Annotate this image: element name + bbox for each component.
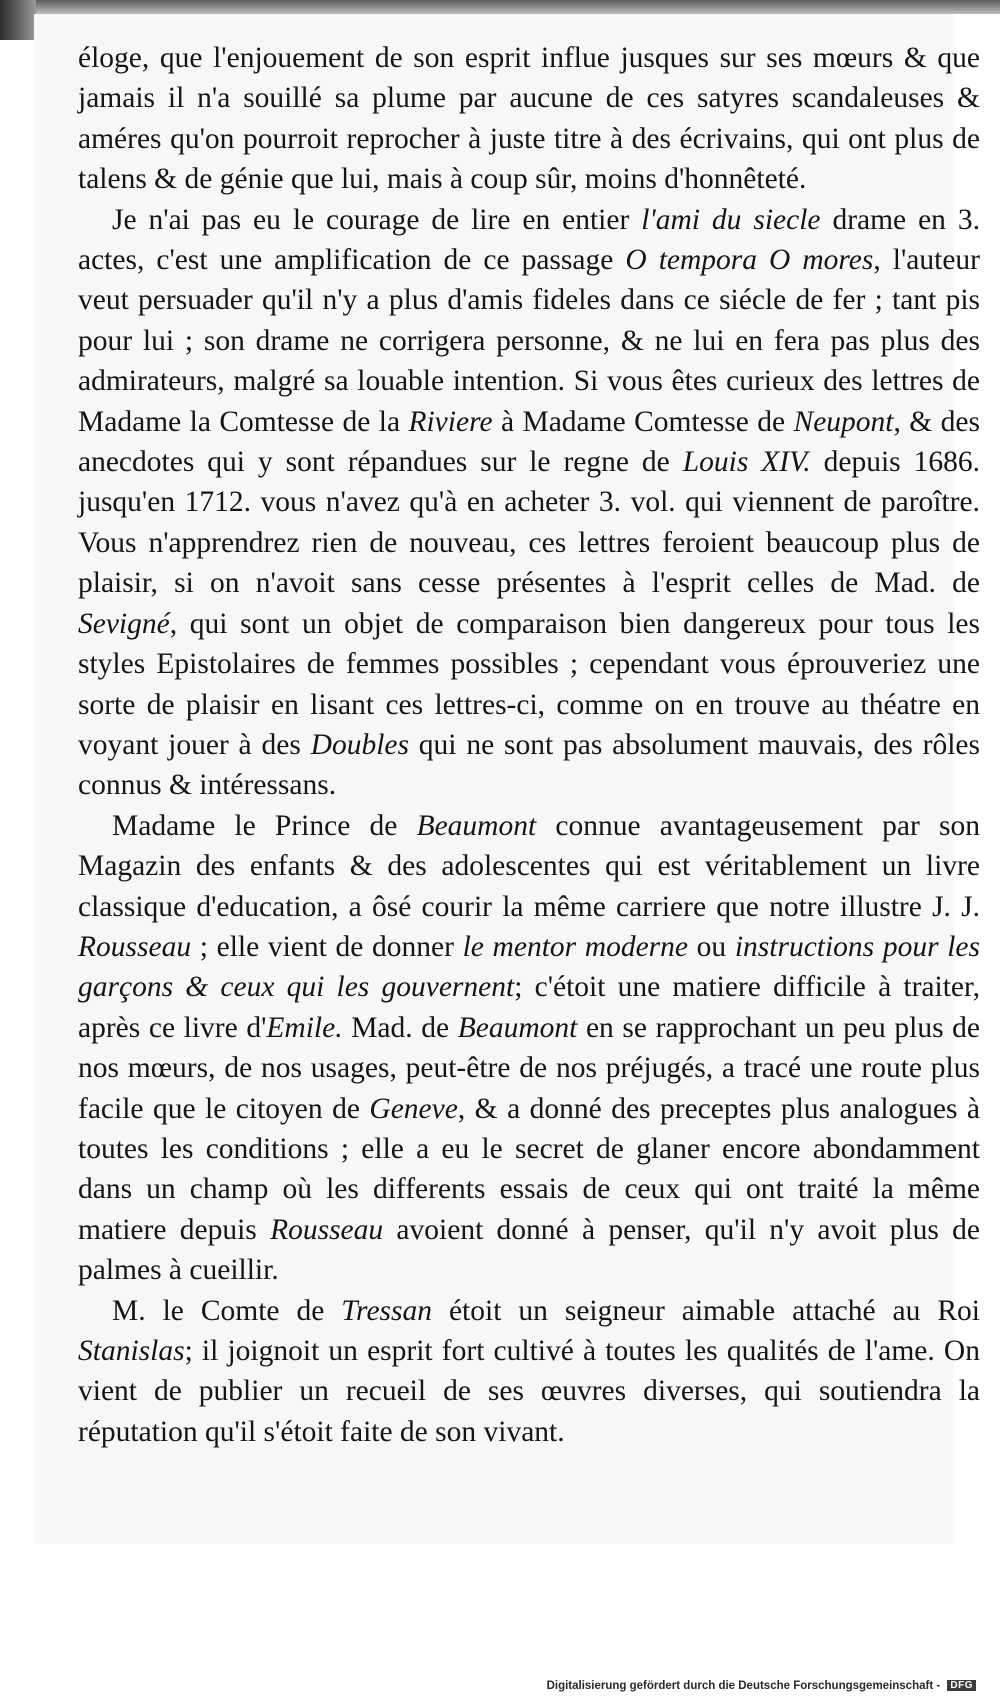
show-through-text	[164, 1392, 924, 1419]
text-run: à Madame Comtesse de	[492, 405, 794, 438]
text-run: ; elle vient de donner	[191, 930, 463, 963]
italic-phrase: l'ami du siecle	[641, 203, 821, 236]
italic-phrase: Neupont	[793, 405, 894, 438]
italic-phrase: Riviere	[408, 405, 493, 438]
book-page	[34, 14, 981, 1544]
text-run: drame en 3. actes, c'est une amplification de ce passage	[78, 203, 980, 277]
italic-phrase: Tressan	[341, 1294, 432, 1327]
italic-phrase: Doubles	[310, 728, 409, 761]
text-run: Mad. de	[342, 1011, 458, 1044]
text-run: qui ne sont pas absolument mauvais, des rôles connus & intéressans.	[78, 728, 980, 802]
italic-phrase: Beaumont	[416, 809, 537, 842]
italic-phrase: Rousseau	[270, 1213, 384, 1246]
text-run: , & des anecdotes qui y sont répandues sur le regne de	[78, 405, 980, 479]
text-run: , & a donné des preceptes plus analogues à toutes les conditions ; elle a eu le secret de glaner encore abondamment dans un champ où les differents essais de ceux qui ont traité la même matiere depuis	[78, 1092, 980, 1246]
text-run: , l'auteur veut persuader qu'il n'y a plus d'amis fideles dans ce siécle de fer ; tant pis pour lui ; son drame ne corrigera personne, & ne lui en fera pas plus des admirateurs, malgré sa louable intention. Si vous êtes curieux des lettres de Madame la Comtesse de la	[78, 244, 981, 438]
text-run: connue avantageusement par son Magazin des enfants & des adolescentes qui est véritablement un livre classique d'education, a ôsé courir la même carriere que notre illustre J. J.	[78, 809, 981, 923]
text-run: , qui sont un objet de comparaison bien dangereux pour tous les styles Epistolaires de femmes possibles ; cependant vous éprouveriez une sorte de plaisir en lisant ces lettres-ci, comme on en trouve au théatre en voyant jouer à des	[78, 607, 980, 761]
text-run: ; il joignoit un esprit fort cultivé à toutes les qualités de l'ame. On vient de publier un recueil de ses œuvres diverses, qui soutiendra la réputation qu'il s'étoit faite de son vivant.	[78, 1335, 980, 1448]
italic-phrase: le mentor moderne	[462, 930, 689, 963]
italic-phrase: Rousseau	[78, 930, 192, 963]
paragraph-3	[78, 806, 980, 1291]
text-run: éloge, que l'enjouement de son esprit influe jusques sur ses mœurs & que jamais il n'a souillé sa plume par aucune de ces satyres scandaleuses & améres qu'on pourroit reprocher à juste titre à des écrivains, qui ont plus de talens & de génie que lui, mais à coup sûr, moins d'honnêteté.	[78, 42, 980, 196]
dfg-logo: DFG	[947, 1680, 976, 1691]
italic-phrase: O tempora O mores	[625, 244, 874, 277]
italic-phrase: Emile.	[266, 1011, 343, 1044]
paragraph-2	[78, 200, 980, 806]
italic-phrase: Louis XIV.	[682, 446, 811, 479]
text-run: ou	[688, 930, 735, 963]
text-run: en se rapprochant un peu plus de nos mœurs, de nos usages, peut-être de nos préjugés, a tracé une route plus facile que le citoyen de	[78, 1011, 980, 1125]
text-run: ; c'étoit une matiere difficile à traiter, après ce livre d'	[78, 971, 981, 1044]
text-run: Je n'ai pas eu le courage de lire en entier	[112, 203, 642, 236]
paragraph-4	[78, 1291, 980, 1453]
page-text	[78, 38, 980, 1452]
digitization-credit	[547, 1680, 976, 1692]
italic-phrase: Sevigné	[78, 607, 170, 640]
text-run: étoit un seigneur aimable attaché au Roi	[432, 1294, 980, 1327]
italic-phrase: Beaumont	[457, 1011, 578, 1044]
text-run: Madame le Prince de	[112, 809, 417, 842]
paragraph-1	[78, 38, 980, 200]
italic-phrase: Stanislas	[78, 1335, 185, 1367]
scan-top-edge	[0, 0, 1000, 14]
italic-phrase: Geneve	[369, 1092, 458, 1125]
text-run: M. le Comte de	[112, 1294, 342, 1327]
italic-phrase: instructions pour les garçons & ceux qui les gouvernent	[78, 930, 980, 1004]
text-run: depuis 1686. jusqu'en 1712. vous n'avez qu'à en acheter 3. vol. qui viennent de paroître. Vous n'apprendrez rien de nouveau, ces lettres feroient beaucoup plus de plaisir, si on n'avoit sans cesse présentes à l'esprit celles de Mad. de	[78, 446, 980, 600]
text-run: avoient donné à penser, qu'il n'y avoit plus de palmes à cueillir.	[78, 1213, 981, 1287]
credit-text: Digitalisierung gefördert durch die Deutsche Forschungsgemeinschaft -	[546, 1680, 941, 1692]
scan-corner-shadow	[0, 0, 36, 40]
